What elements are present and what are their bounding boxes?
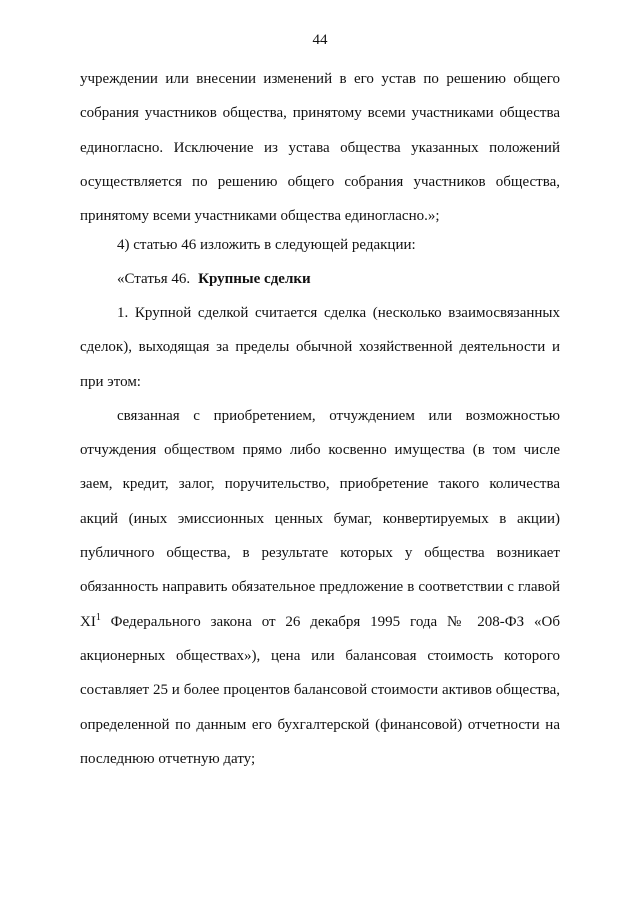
amendment-block xyxy=(80,228,560,297)
clause-1: 1. Крупной сделкой считается сделка (несколько взаимосвязанных сделок), выходящая за пределы обычной хозяйственной деятельности и при этом: xyxy=(80,305,560,390)
article-heading xyxy=(80,262,560,296)
subclause-text-before-superscript: связанная с приобретением, отчуждением или возможностью отчуждения обществом прямо либо косвенно имущества (в том числе заем, кредит, залог, поручительство, приобретение такого количества акций (иных эмиссионных ценных бумаг, конвертируемых в акции) публичного общества, в результате которых у общества возникает обязанность направить обязательное предложение в соответствии с главой XI xyxy=(80,407,560,630)
amendment-item: 4) статью 46 изложить в следующей редакции: xyxy=(117,237,416,253)
article-title: Крупные сделки xyxy=(198,271,311,288)
article-prefix: «Статья 46. xyxy=(117,271,191,288)
subclause-text-after-superscript: Федерального закона от 26 декабря 1995 года № 208-ФЗ «Об акционерных обществах»), цена или балансовая стоимость которого составляет 25 и более процентов балансовой стоимости активов общества, определенной по данным его бухгалтерской (финансовой) отчетности на последнюю отчетную дату; xyxy=(80,613,560,767)
chapter-superscript: 1 xyxy=(95,611,101,623)
continuation-paragraph: учреждении или внесении изменений в его устав по решению общего собрания участников общества, принятому всеми участниками общества единогласно. Исключение из устава общества указанных положений осуществляется по решению общего собрания участников общества, принятому всеми участниками общества единогласно.»; xyxy=(80,71,560,225)
page-number: 44 xyxy=(312,32,328,48)
subclause-paragraph xyxy=(80,399,560,776)
continuation-block xyxy=(80,62,560,233)
article-body xyxy=(80,296,560,776)
